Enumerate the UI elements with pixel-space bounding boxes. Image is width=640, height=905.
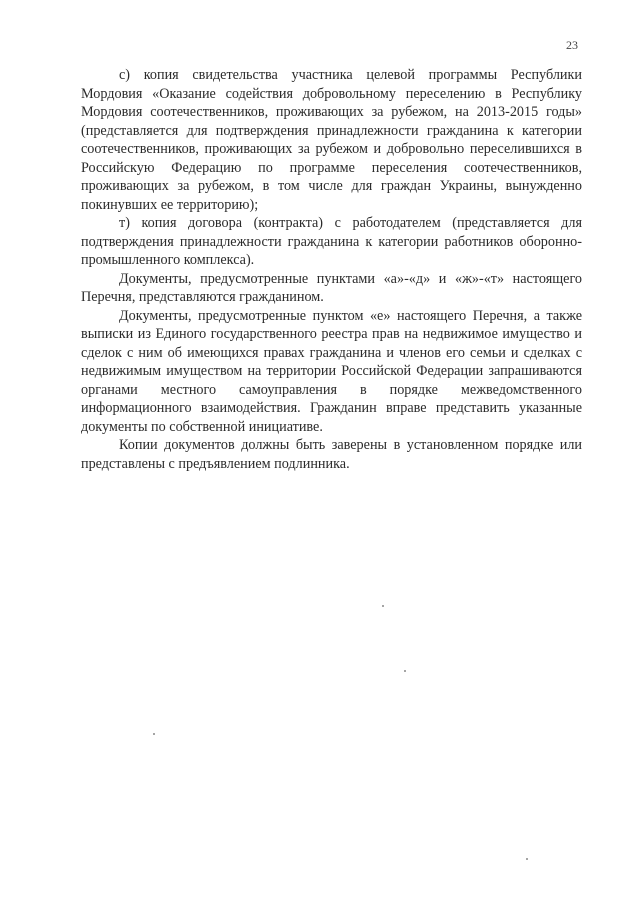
paragraph-copies-certification: Копии документов должны быть заверены в установленном порядке или представлены с предъявлением подлинника.	[81, 437, 582, 472]
paragraph-item-s: с) копия свидетельства участника целевой программы Республики Мордовия «Оказание содействия добровольному переселению в Республику Мордовия соотечественников, проживающих за рубежом, на 2013-2015 годы» (представляется для подтверждения принадлежности гражданина к категории соотечественников, проживающих за рубежом и добровольно переселившихся в Российскую Федерацию по программе переселения соотечественников, проживающих за рубежом, в том числе для граждан Украины, вынужденно покинувших ее территорию);	[81, 67, 582, 213]
scan-speck	[382, 605, 384, 607]
paragraph-documents-interagency: Документы, предусмотренные пунктом «е» настоящего Перечня, а также выписки из Единого государственного реестра прав на недвижимое имущество и сделок с ним об имеющихся правах гражданина и членов его семьи и сделках с недвижимым имуществом на территории Российской Федерации запрашиваются органами местного самоуправления в порядке межведомственного информационного взаимодействия. Гражданин вправе представить указанные документы по собственной инициативе.	[81, 307, 582, 435]
paragraph-documents-citizen: Документы, предусмотренные пунктами «а»-«д» и «ж»-«т» настоящего Перечня, представляются гражданином.	[81, 270, 582, 305]
paragraph-item-t: т) копия договора (контракта) с работодателем (представляется для подтверждения принадлежности гражданина к категории работников оборонно-промышленного комплекса).	[81, 215, 582, 268]
scan-speck	[526, 858, 528, 860]
scan-speck	[153, 733, 155, 735]
scan-speck	[404, 670, 406, 672]
page-number: 23	[566, 38, 578, 52]
document-body	[81, 66, 582, 473]
